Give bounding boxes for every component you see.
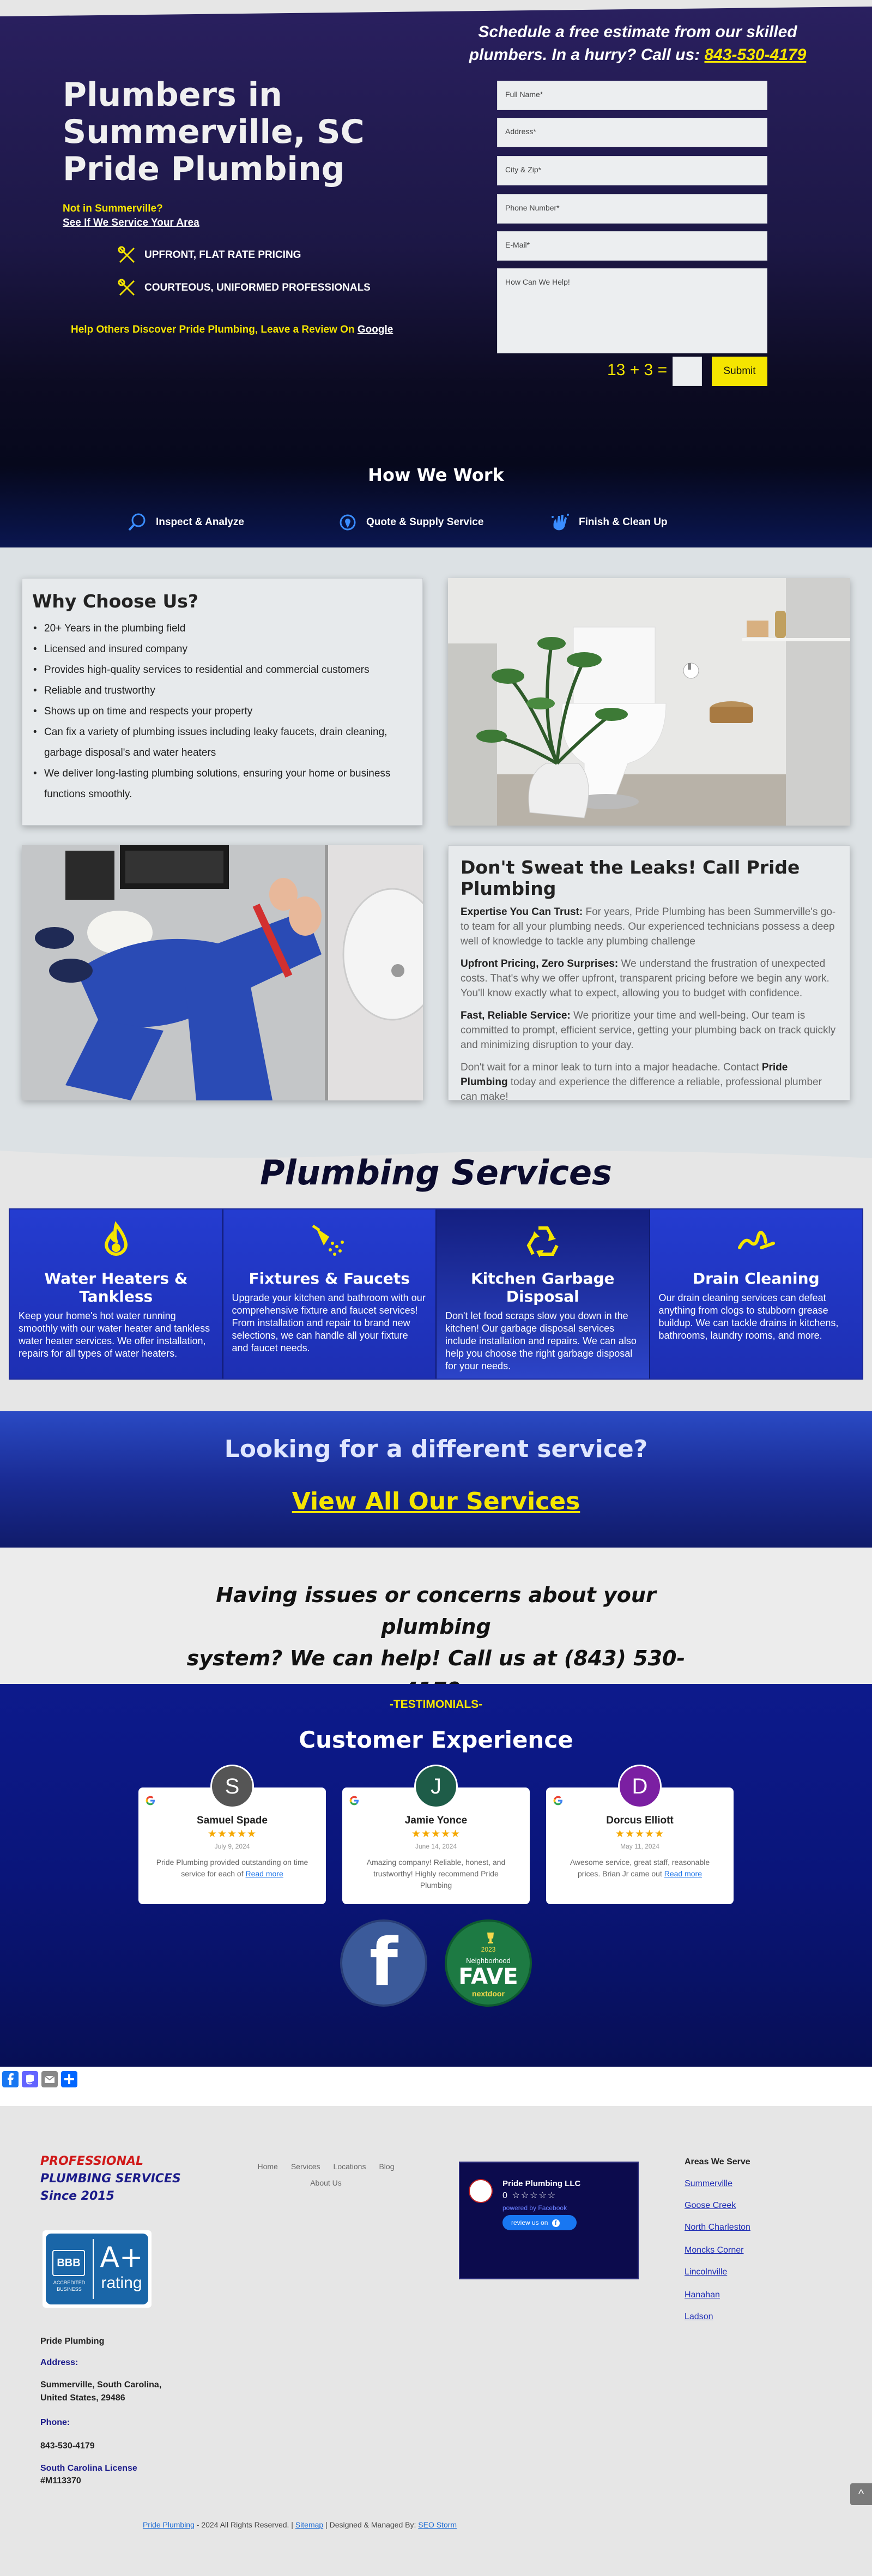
reviewer-name: Samuel Spade bbox=[197, 1815, 268, 1826]
plumber-photo bbox=[22, 845, 423, 1100]
search-icon bbox=[126, 511, 148, 533]
google-icon bbox=[553, 1795, 564, 1806]
tools-icon bbox=[117, 245, 137, 265]
location-pin-icon bbox=[337, 511, 359, 533]
leaks-paragraph-fast bbox=[461, 1008, 838, 1052]
call-line1: Having issues or concerns about your plumbing bbox=[216, 1583, 656, 1639]
list-item: • Shows up on time and respects your property bbox=[32, 701, 411, 722]
share-bar bbox=[0, 2067, 872, 2106]
google-icon bbox=[145, 1795, 156, 1806]
star-rating: ★★★★★ bbox=[207, 1828, 257, 1840]
nav-services[interactable]: Services bbox=[290, 2162, 320, 2171]
bathroom-photo bbox=[448, 578, 850, 826]
leaks-paragraph-contact bbox=[461, 1060, 838, 1104]
hero-title bbox=[63, 76, 390, 188]
reviewer-name: Dorcus Elliott bbox=[606, 1815, 674, 1826]
review-text bbox=[358, 1857, 514, 1891]
facebook-icon: f bbox=[552, 2219, 560, 2227]
tools-icon bbox=[117, 278, 137, 298]
footer-nav bbox=[250, 2158, 402, 2191]
service-name: Kitchen Garbage Disposal bbox=[470, 1269, 615, 1305]
tagline-line1: PROFESSIONAL bbox=[40, 2154, 144, 2168]
review-text bbox=[154, 1857, 311, 1880]
area-link-north-charleston[interactable]: North Charleston bbox=[685, 2223, 750, 2232]
footer-company: Pride Plumbing bbox=[40, 2337, 105, 2346]
bbb-badge[interactable] bbox=[43, 2230, 152, 2308]
review-date: July 9, 2024 bbox=[214, 1843, 250, 1850]
service-name: Fixtures & Faucets bbox=[249, 1269, 410, 1287]
estimate-phone-link[interactable]: 843-530-4179 bbox=[704, 46, 807, 64]
step-finish bbox=[549, 511, 668, 533]
review-prompt bbox=[71, 324, 393, 336]
feature-label: UPFRONT, FLAT RATE PRICING bbox=[144, 249, 301, 261]
list-item: • We deliver long-lasting plumbing solutions, ensuring your home or business functions smoothly. bbox=[32, 763, 411, 805]
leaks-card bbox=[448, 845, 850, 1103]
feature-flat-rate bbox=[117, 245, 301, 265]
email-icon bbox=[41, 2071, 58, 2087]
fb-widget-stars: 0 ☆☆☆☆☆ bbox=[502, 2191, 557, 2200]
mastodon-share-button[interactable] bbox=[22, 2071, 38, 2087]
service-card-drain[interactable] bbox=[650, 1209, 863, 1379]
nextdoor-year: 2023 bbox=[481, 1946, 496, 1953]
hand-wash-icon bbox=[549, 511, 571, 533]
fb-widget-name: Pride Plumbing LLC bbox=[502, 2179, 581, 2188]
phone-field[interactable]: Phone Number* bbox=[497, 194, 767, 224]
flame-icon bbox=[94, 1220, 138, 1264]
leaks-text: Don't wait for a minor leak to turn into a major headache. Contact bbox=[461, 1062, 762, 1073]
area-link-hanahan[interactable]: Hanahan bbox=[685, 2290, 720, 2300]
review-text bbox=[561, 1857, 718, 1880]
different-service-section bbox=[0, 1411, 872, 1548]
bbb-logo: BBB bbox=[52, 2250, 85, 2276]
footer-tagline bbox=[40, 2153, 181, 2205]
star-rating: ★★★★★ bbox=[411, 1828, 461, 1840]
services-grid bbox=[9, 1208, 863, 1380]
footer bbox=[0, 2106, 872, 2576]
call-section bbox=[0, 1548, 872, 1684]
review-text: Help Others Discover Pride Plumbing, Leave a Review On bbox=[71, 324, 355, 335]
service-desc: Don't let food scraps slow you down in the kitchen! Our garbage disposal services include installation and repairs. We can also help you choose the right garbage disposal for your needs. bbox=[445, 1310, 637, 1371]
leaks-bold: Fast, Reliable Service: bbox=[461, 1010, 571, 1021]
seo-storm-link[interactable]: SEO Storm bbox=[418, 2520, 457, 2529]
feature-label: COURTEOUS, UNIFORMED PROFESSIONALS bbox=[144, 282, 371, 293]
submit-button[interactable]: Submit bbox=[712, 357, 767, 386]
license-number: #M113370 bbox=[40, 2476, 81, 2485]
leaks-bold: Pride Plumbing bbox=[461, 1062, 788, 1088]
sitemap-link[interactable]: Sitemap bbox=[295, 2520, 324, 2529]
mastodon-icon bbox=[22, 2071, 38, 2087]
nextdoor-neighborhood: Neighborhood bbox=[466, 1957, 511, 1965]
estimate-title bbox=[447, 21, 828, 67]
google-icon bbox=[349, 1795, 360, 1806]
hero-title-line1: Plumbers in bbox=[63, 76, 282, 114]
why-choose-section bbox=[0, 547, 872, 1142]
hero-top-band bbox=[0, 0, 872, 16]
list-item: • Can fix a variety of plumbing issues including leaky faucets, drain cleaning, garbage disposal's and water heaters bbox=[32, 722, 411, 763]
why-choose-list bbox=[22, 618, 422, 805]
list-item: • Licensed and insured company bbox=[32, 639, 411, 660]
facebook-icon bbox=[2, 2071, 19, 2087]
back-to-top-button[interactable]: ^ bbox=[850, 2483, 872, 2505]
service-card-garbage-disposal[interactable] bbox=[437, 1209, 650, 1379]
review-card bbox=[342, 1774, 530, 1904]
footer-address bbox=[40, 2379, 161, 2405]
footer-bottom bbox=[0, 2520, 600, 2529]
email-share-button[interactable] bbox=[41, 2071, 58, 2087]
hero-title-line2: Summerville, SC bbox=[63, 113, 365, 151]
bbb-badge-inner bbox=[46, 2234, 148, 2304]
testimonials-section bbox=[0, 1684, 872, 2067]
review-card bbox=[546, 1774, 734, 1904]
bbb-rating: rating bbox=[101, 2274, 142, 2292]
captcha-question: 13 + 3 = bbox=[607, 361, 668, 379]
list-item: • 20+ Years in the plumbing field bbox=[32, 618, 411, 639]
different-service-question: Looking for a different service? bbox=[224, 1435, 648, 1463]
leaks-paragraph-expertise bbox=[461, 905, 838, 949]
reviewer-name: Jamie Yonce bbox=[404, 1815, 468, 1826]
leaks-text: today and experience the difference a reliable, professional plumber can make! bbox=[461, 1076, 822, 1103]
trophy-icon bbox=[485, 1931, 496, 1945]
tagline-line3: Since 2015 bbox=[40, 2189, 114, 2203]
fb-review-button[interactable] bbox=[502, 2215, 577, 2230]
how-we-work-title: How We Work bbox=[368, 465, 504, 485]
bbb-accredited bbox=[50, 2279, 88, 2292]
hero-title-line3: Pride Plumbing bbox=[63, 150, 345, 188]
service-area-link[interactable]: See If We Service Your Area bbox=[63, 217, 199, 228]
fb-widget-powered: powered by Facebook bbox=[502, 2204, 567, 2212]
area-link-moncks-corner[interactable]: Moncks Corner bbox=[685, 2246, 744, 2255]
service-card-water-heaters[interactable] bbox=[10, 1209, 223, 1379]
read-more-link[interactable]: Read more bbox=[245, 1869, 283, 1878]
service-card-fixtures[interactable] bbox=[223, 1209, 437, 1379]
recycle-icon bbox=[521, 1220, 565, 1264]
address-label: Address: bbox=[40, 2358, 78, 2367]
city-zip-field[interactable]: City & Zip* bbox=[497, 156, 767, 185]
list-item: • Reliable and trustworthy bbox=[32, 681, 411, 701]
review-date: June 14, 2024 bbox=[415, 1843, 457, 1850]
facebook-badge[interactable] bbox=[340, 1919, 427, 2007]
area-link-ladson[interactable]: Ladson bbox=[685, 2312, 713, 2321]
feature-professionals bbox=[117, 278, 371, 298]
nextdoor-fave: FAVE bbox=[458, 1964, 518, 1989]
area-link-goose-creek[interactable]: Goose Creek bbox=[685, 2201, 736, 2210]
leaks-text: For years, Pride Plumbing has been Summerville's go-to team for all your plumbing needs. Our experienced technicians possess a deep well of knowledge to tackle any plumbing challenge bbox=[461, 906, 836, 947]
star-rating: ★★★★★ bbox=[615, 1828, 665, 1840]
testimonials-title: Customer Experience bbox=[299, 1726, 573, 1753]
review-body: Pride Plumbing provided outstanding on time service for each of bbox=[156, 1858, 308, 1878]
why-choose-title: Why Choose Us? bbox=[32, 591, 199, 612]
leaks-paragraph-pricing bbox=[461, 956, 838, 1001]
estimate-title-line1: Schedule a free estimate from our skilled bbox=[478, 23, 797, 41]
leaks-text: We understand the frustration of unexpected costs. That's why we offer upfront, transparent pricing before we begin any work. You'll know exactly what to expect, allowing you to budget with confidence. bbox=[461, 958, 829, 999]
license-label: South Carolina License bbox=[40, 2464, 137, 2473]
areas-title: Areas We Serve bbox=[685, 2157, 750, 2166]
address-field[interactable]: Address* bbox=[497, 118, 767, 147]
review-card bbox=[138, 1774, 326, 1904]
message-textarea[interactable]: How Can We Help! bbox=[497, 268, 767, 353]
pride-plumbing-logo bbox=[469, 2179, 493, 2203]
address-line1: Summerville, South Carolina, bbox=[40, 2380, 162, 2390]
email-field[interactable]: E-Mail* bbox=[497, 231, 767, 261]
captcha-input[interactable] bbox=[673, 357, 702, 386]
avatar: J bbox=[414, 1765, 458, 1808]
area-link-lincolnville[interactable]: Lincolnville bbox=[685, 2267, 728, 2277]
service-name: Drain Cleaning bbox=[692, 1269, 820, 1287]
service-desc: Our drain cleaning services can defeat anything from clogs to stubborn grease buildup. We can tackle drains in kitchens, bathrooms, laundry rooms, and more. bbox=[658, 1292, 839, 1341]
why-choose-card bbox=[22, 578, 423, 826]
review-body: Amazing company! Reliable, honest, and trustworthy! Highly recommend Pride Plumbing bbox=[366, 1858, 506, 1889]
phone-label: Phone: bbox=[40, 2418, 70, 2427]
fb-review-button-label: review us on bbox=[511, 2219, 548, 2226]
nav-blog[interactable]: Blog bbox=[379, 2162, 395, 2171]
designed-by-text: | Designed & Managed By: bbox=[323, 2520, 419, 2529]
share-more-button[interactable] bbox=[61, 2071, 77, 2087]
not-in-area-text: Not in Summerville? bbox=[63, 203, 163, 214]
avatar: S bbox=[210, 1765, 254, 1808]
step-label: Finish & Clean Up bbox=[579, 516, 668, 528]
shower-icon bbox=[307, 1220, 351, 1264]
area-link-summerville[interactable]: Summerville bbox=[685, 2179, 733, 2188]
leaks-bold: Expertise You Can Trust: bbox=[461, 906, 583, 918]
step-quote bbox=[337, 511, 483, 533]
review-date: May 11, 2024 bbox=[620, 1843, 659, 1850]
read-more-link[interactable]: Read more bbox=[664, 1869, 702, 1878]
tagline-line2: PLUMBING SERVICES bbox=[40, 2172, 181, 2186]
copyright-text: - 2024 All Rights Reserved. | bbox=[194, 2520, 295, 2529]
nav-home[interactable]: Home bbox=[257, 2162, 278, 2171]
step-label: Inspect & Analyze bbox=[156, 516, 244, 528]
google-review-link[interactable]: Google bbox=[357, 324, 393, 335]
avatar: D bbox=[618, 1765, 662, 1808]
service-name: Water Heaters & Tankless bbox=[44, 1269, 188, 1305]
facebook-share-button[interactable] bbox=[2, 2071, 19, 2087]
service-desc: Upgrade your kitchen and bathroom with our comprehensive fixture and faucet services! From installation and repair to brand new selections, we can handle all your fixture and faucet needs. bbox=[232, 1292, 426, 1353]
leaks-text: We prioritize your time and well-being. Our team is committed to prompt, efficient service, getting your plumbing back on track quickly and minimizing disruption to your day. bbox=[461, 1010, 836, 1051]
testimonials-tag: -TESTIMONIALS- bbox=[389, 1698, 483, 1711]
step-label: Quote & Supply Service bbox=[366, 516, 484, 528]
plus-icon bbox=[61, 2071, 77, 2087]
drain-icon bbox=[734, 1220, 778, 1264]
address-line2: United States, 29486 bbox=[40, 2393, 125, 2403]
nav-about[interactable]: About Us bbox=[310, 2178, 342, 2187]
facebook-icon: f bbox=[369, 1925, 398, 2001]
nextdoor-fave-badge[interactable] bbox=[445, 1919, 532, 2007]
bbb-business-text: BUSINESS bbox=[57, 2286, 82, 2292]
review-body: Awesome service, great staff, reasonable prices. Brian Jr came out bbox=[570, 1858, 710, 1878]
bbb-accredited-text: ACCREDITED bbox=[53, 2280, 86, 2285]
leaks-title: Don't Sweat the Leaks! Call Pride Plumbing bbox=[461, 857, 800, 899]
facebook-review-widget bbox=[459, 2162, 639, 2279]
footer-phone[interactable]: 843-530-4179 bbox=[40, 2441, 95, 2451]
list-item: • Provides high-quality services to residential and commercial customers bbox=[32, 660, 411, 681]
footer-home-link[interactable]: Pride Plumbing bbox=[142, 2520, 195, 2529]
hero-section bbox=[0, 0, 872, 547]
services-title: Plumbing Services bbox=[260, 1153, 612, 1193]
nav-locations[interactable]: Locations bbox=[333, 2162, 366, 2171]
bbb-divider bbox=[93, 2239, 94, 2299]
step-inspect bbox=[126, 511, 244, 533]
service-desc: Keep your home's hot water running smoothly with our water heater and tankless water heater services. We offer installation, repairs for all types of water heaters. bbox=[19, 1310, 210, 1359]
plumbing-services-section bbox=[0, 1142, 872, 1411]
full-name-field[interactable]: Full Name* bbox=[497, 81, 767, 110]
view-all-services-link[interactable]: View All Our Services bbox=[292, 1488, 580, 1515]
leaks-bold: Upfront Pricing, Zero Surprises: bbox=[461, 958, 619, 970]
estimate-title-line2: plumbers. In a hurry? Call us: bbox=[469, 46, 700, 64]
call-line2: system? We can help! Call us at (843) 530- bbox=[186, 1646, 686, 1670]
bbb-grade: A+ bbox=[100, 2241, 143, 2274]
nextdoor-brand: nextdoor bbox=[472, 1989, 505, 1998]
